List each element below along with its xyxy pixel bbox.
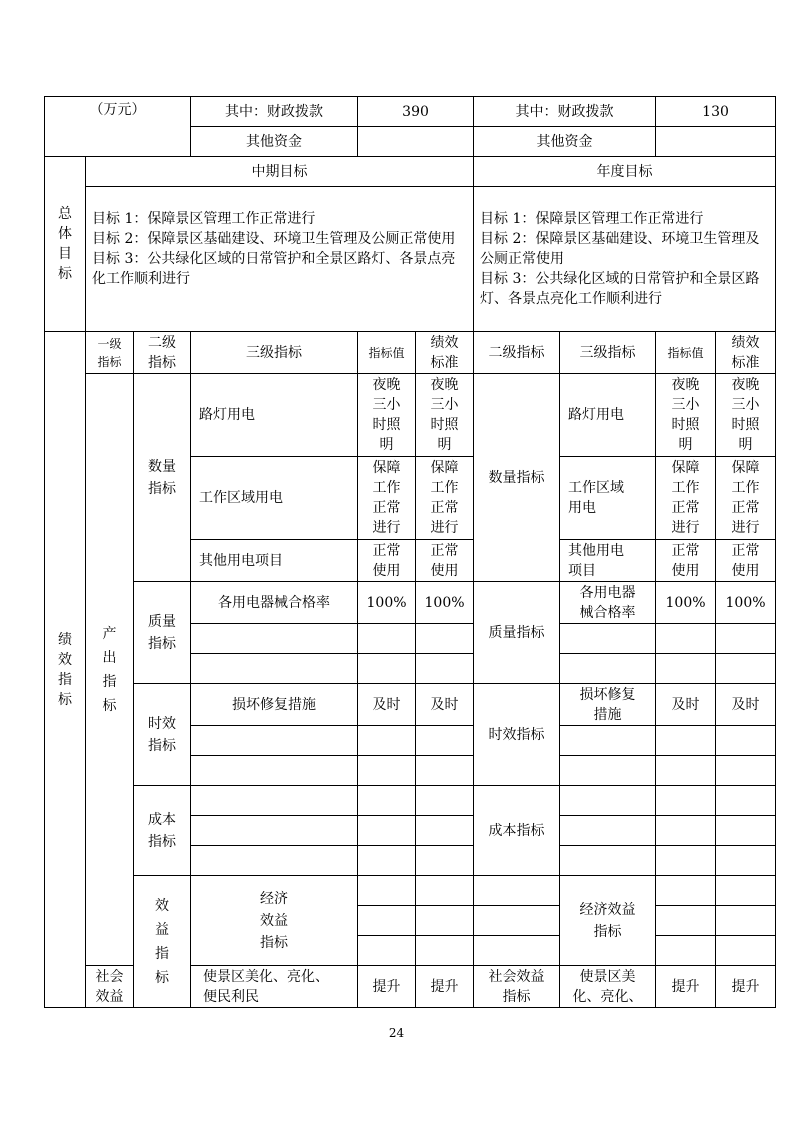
- header-level3: 三级指标: [191, 332, 358, 374]
- mid-empty-cell: [191, 654, 358, 684]
- mid-item-qualification-rate: 各用电器械合格率: [191, 582, 358, 624]
- year-fiscal-label: 其中：财政拨款: [474, 97, 656, 127]
- mid-empty-cell: [416, 756, 474, 786]
- year-value-repair: 及时: [656, 684, 716, 726]
- quality-indicator-label: 质量 指标: [134, 582, 191, 684]
- year-other-label: 其他资金: [474, 127, 656, 157]
- mid-fiscal-value: 390: [358, 97, 474, 127]
- mid-item-work-area: 工作区域用电: [191, 457, 358, 540]
- mid-empty-cell: [416, 906, 474, 936]
- year-empty-cell: [656, 876, 716, 906]
- year-empty-cell: [716, 726, 776, 756]
- year-std-street-light: 夜晚 三小 时照 明: [716, 374, 776, 457]
- year-empty-cell: [560, 756, 656, 786]
- year-item-street-light: 路灯用电: [560, 374, 656, 457]
- year-empty-cell: [716, 624, 776, 654]
- header-standard: 绩效 标准: [416, 332, 474, 374]
- header-year-standard: 绩效 标准: [716, 332, 776, 374]
- page-number: 24: [388, 1026, 405, 1040]
- year-std-qualification-rate: 100%: [716, 582, 776, 624]
- year-item-qualification-rate: 各用电器 械合格率: [560, 582, 656, 624]
- year-empty-cell: [656, 654, 716, 684]
- mid-empty-cell: [358, 816, 416, 846]
- year-empty-cell: [560, 624, 656, 654]
- mid-item-other: 其他用电项目: [191, 540, 358, 582]
- economic-benefit-label: 经济 效益 指标: [191, 876, 358, 966]
- year-empty-cell: [716, 936, 776, 966]
- mid-value-other: 正常 使用: [358, 540, 416, 582]
- year-value-other: 正常 使用: [656, 540, 716, 582]
- output-indicator-label: 产 出 指 标: [86, 374, 134, 966]
- year-empty-cell: [716, 906, 776, 936]
- year-item-beautify: 使景区美 化、亮化、: [560, 966, 656, 1008]
- mid-empty-cell: [191, 726, 358, 756]
- year-economic-benefit-label: 经济效益 指标: [560, 876, 656, 966]
- mid-std-work-area: 保障 工作 正常 进行: [416, 457, 474, 540]
- mid-empty-cell: [191, 624, 358, 654]
- mid-goal-1: 目标 1：保障景区管理工作正常进行: [92, 211, 316, 227]
- overall-goal-section-label: 总 体 目 标: [45, 157, 86, 332]
- year-empty-cell: [656, 726, 716, 756]
- mid-goal-2: 目标 2：保障景区基础建设、环境卫生管理及公厕正常使用: [92, 231, 456, 247]
- timeliness-indicator-label: 时效 指标: [134, 684, 191, 786]
- mid-item-street-light: 路灯用电: [191, 374, 358, 457]
- year-other-value: [656, 127, 776, 157]
- mid-empty-cell: [358, 654, 416, 684]
- mid-value-work-area: 保障 工作 正常 进行: [358, 457, 416, 540]
- year-goal-1: 目标 1：保障景区管理工作正常进行: [480, 211, 704, 227]
- mid-empty-cell: [358, 624, 416, 654]
- header-year-value: 指标值: [656, 332, 716, 374]
- mid-std-other: 正常 使用: [416, 540, 474, 582]
- header-level1: 一级 指标: [86, 332, 134, 374]
- year-goal-2: 目标 2：保障景区基础建设、环境卫生管理及公厕正常使用: [480, 231, 760, 267]
- mid-empty-cell: [358, 846, 416, 876]
- mid-empty-cell: [474, 906, 560, 936]
- year-std-other: 正常 使用: [716, 540, 776, 582]
- mid-empty-cell: [416, 624, 474, 654]
- year-value-work-area: 保障 工作 正常 进行: [656, 457, 716, 540]
- mid-empty-cell: [416, 846, 474, 876]
- year-empty-cell: [656, 816, 716, 846]
- year-std-work-area: 保障 工作 正常 进行: [716, 457, 776, 540]
- year-empty-cell: [716, 816, 776, 846]
- mid-value-repair: 及时: [358, 684, 416, 726]
- year-quantity-indicator-label: 数量指标: [474, 374, 560, 582]
- mid-empty-cell: [358, 936, 416, 966]
- mid-empty-cell: [474, 936, 560, 966]
- header-value: 指标值: [358, 332, 416, 374]
- social-benefit-label: 社会 效益: [86, 966, 134, 1008]
- year-empty-cell: [716, 756, 776, 786]
- mid-other-label: 其他资金: [191, 127, 358, 157]
- mid-item-beautify: 使景区美化、亮化、 便民利民: [191, 966, 358, 1008]
- mid-empty-cell: [416, 876, 474, 906]
- mid-empty-cell: [416, 654, 474, 684]
- year-value-beautify: 提升: [656, 966, 716, 1008]
- mid-goal-3: 目标 3：公共绿化区域的日常管护和全景区路灯、各景点亮化工作顺利进行: [92, 251, 456, 287]
- year-value-qualification-rate: 100%: [656, 582, 716, 624]
- mid-empty-cell: [474, 876, 560, 906]
- year-empty-cell: [560, 816, 656, 846]
- year-std-beautify: 提升: [716, 966, 776, 1008]
- benefit-indicator-label: 效 益 指 标: [134, 876, 191, 1008]
- mid-empty-cell: [358, 786, 416, 816]
- year-timeliness-indicator-label: 时效指标: [474, 684, 560, 786]
- year-empty-cell: [656, 786, 716, 816]
- year-empty-cell: [656, 906, 716, 936]
- year-value-street-light: 夜晚 三小 时照 明: [656, 374, 716, 457]
- mid-empty-cell: [191, 816, 358, 846]
- cost-indicator-label: 成本 指标: [134, 786, 191, 876]
- mid-empty-cell: [191, 786, 358, 816]
- performance-target-table: [44, 96, 776, 1008]
- performance-section-label: 绩 效 指 标: [45, 332, 86, 1008]
- mid-empty-cell: [358, 726, 416, 756]
- mid-empty-cell: [358, 756, 416, 786]
- mid-empty-cell: [416, 786, 474, 816]
- mid-value-qualification-rate: 100%: [358, 582, 416, 624]
- year-cost-indicator-label: 成本指标: [474, 786, 560, 876]
- mid-empty-cell: [416, 936, 474, 966]
- mid-empty-cell: [358, 906, 416, 936]
- year-empty-cell: [656, 846, 716, 876]
- mid-empty-cell: [191, 846, 358, 876]
- funds-unit-label: （万元）: [45, 97, 191, 157]
- year-empty-cell: [560, 654, 656, 684]
- year-goal-3: 目标 3：公共绿化区域的日常管护和全景区路灯、各景点亮化工作顺利进行: [480, 271, 760, 307]
- mid-std-repair: 及时: [416, 684, 474, 726]
- year-empty-cell: [716, 876, 776, 906]
- mid-std-qualification-rate: 100%: [416, 582, 474, 624]
- mid-term-goal-header: 中期目标: [86, 157, 474, 187]
- mid-std-beautify: 提升: [416, 966, 474, 1008]
- annual-goals: [474, 187, 776, 332]
- mid-std-street-light: 夜晚 三小 时照 明: [416, 374, 474, 457]
- mid-other-value: [358, 127, 474, 157]
- mid-fiscal-label: 其中：财政拨款: [191, 97, 358, 127]
- year-empty-cell: [716, 654, 776, 684]
- mid-value-street-light: 夜晚 三小 时照 明: [358, 374, 416, 457]
- year-empty-cell: [656, 756, 716, 786]
- year-item-repair: 损坏修复 措施: [560, 684, 656, 726]
- year-quality-indicator-label: 质量指标: [474, 582, 560, 684]
- year-item-other: 其他用电 项目: [560, 540, 656, 582]
- quantity-indicator-label: 数量 指标: [134, 374, 191, 582]
- mid-term-goals: [86, 187, 474, 332]
- header-level2: 二级 指标: [134, 332, 191, 374]
- year-social-benefit-label: 社会效益 指标: [474, 966, 560, 1008]
- year-empty-cell: [716, 846, 776, 876]
- mid-empty-cell: [416, 816, 474, 846]
- mid-value-beautify: 提升: [358, 966, 416, 1008]
- year-empty-cell: [656, 936, 716, 966]
- year-empty-cell: [560, 846, 656, 876]
- mid-empty-cell: [191, 756, 358, 786]
- mid-empty-cell: [416, 726, 474, 756]
- year-empty-cell: [656, 624, 716, 654]
- year-empty-cell: [560, 726, 656, 756]
- year-empty-cell: [560, 786, 656, 816]
- year-item-work-area: 工作区域 用电: [560, 457, 656, 540]
- annual-goal-header: 年度目标: [474, 157, 776, 187]
- header-year-level3: 三级指标: [560, 332, 656, 374]
- mid-item-repair: 损坏修复措施: [191, 684, 358, 726]
- mid-empty-cell: [358, 876, 416, 906]
- year-fiscal-value: 130: [656, 97, 776, 127]
- header-year-level2: 二级指标: [474, 332, 560, 374]
- year-std-repair: 及时: [716, 684, 776, 726]
- year-empty-cell: [716, 786, 776, 816]
